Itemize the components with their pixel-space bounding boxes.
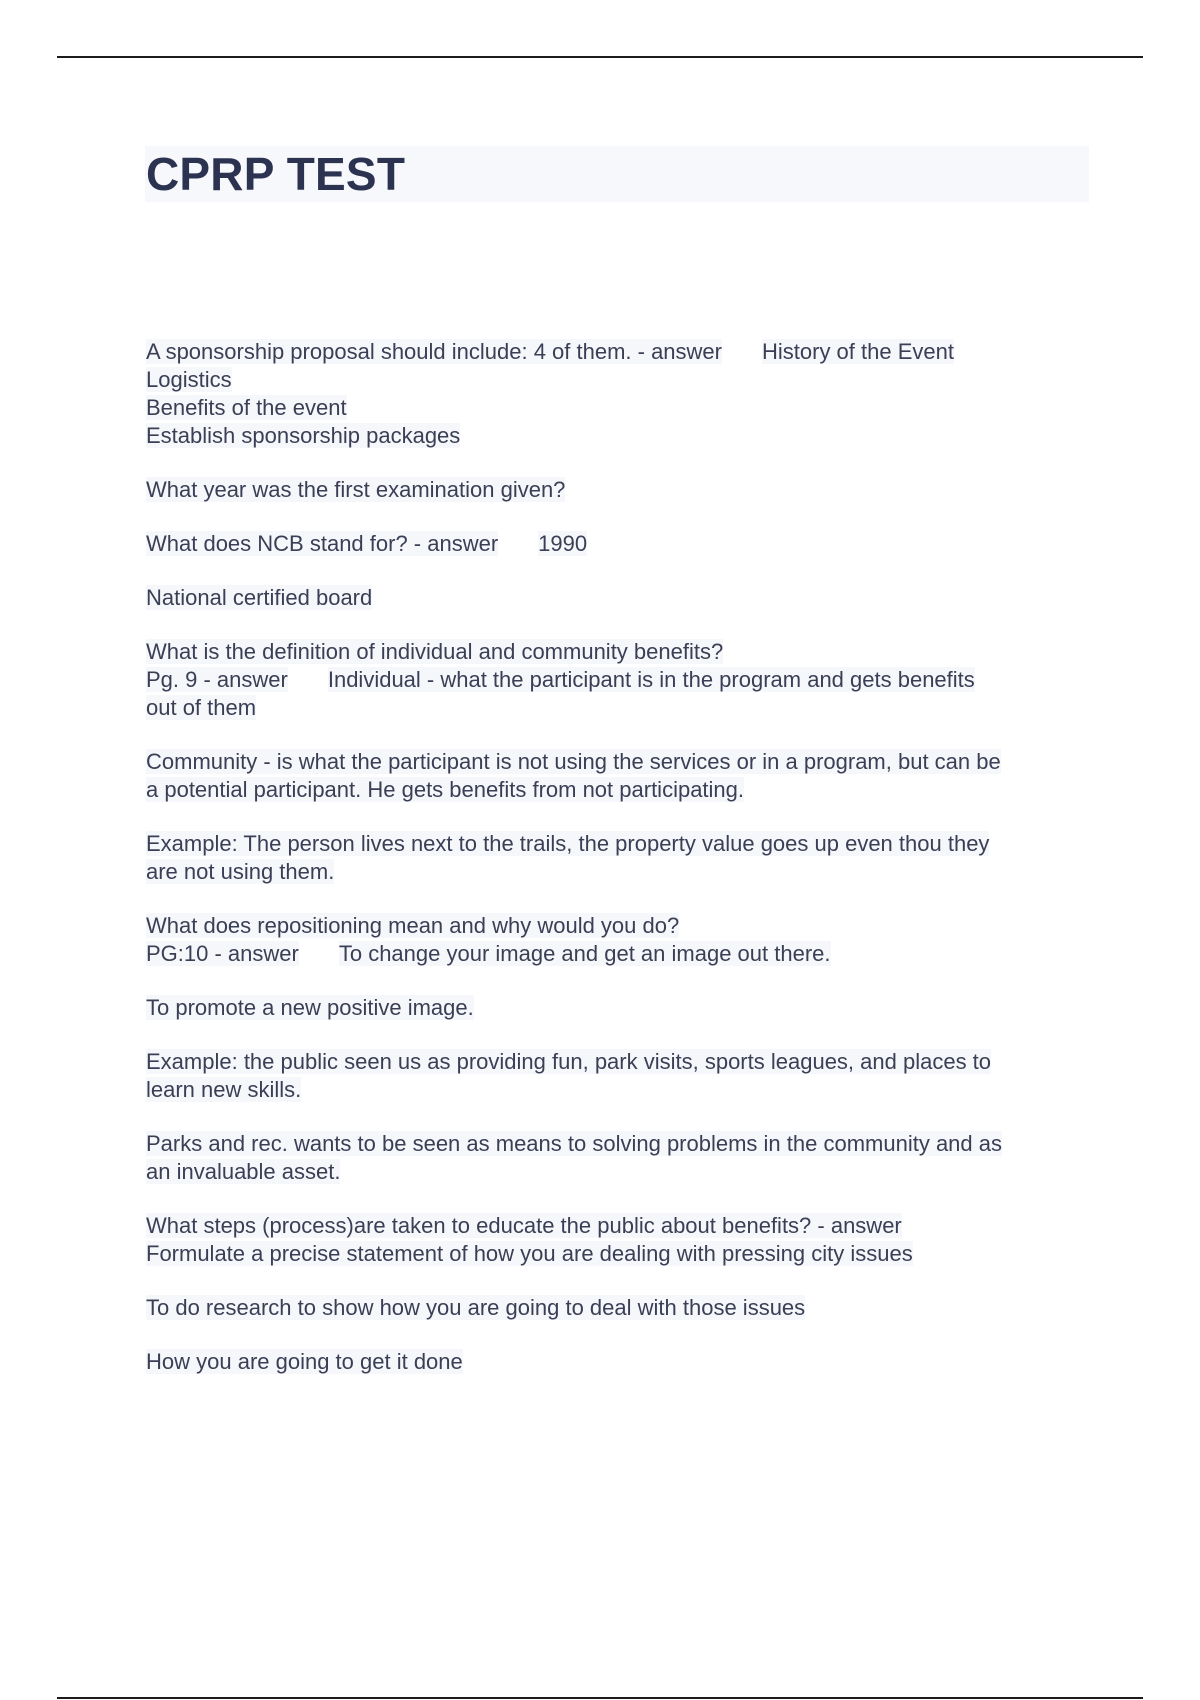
text-line: [146, 1294, 1094, 1322]
text-line: [146, 1240, 1094, 1268]
body-text: Parks and rec. wants to be seen as means to solving problems in the community and as: [146, 1131, 1002, 1156]
body-text: a potential participant. He gets benefits from not participating.: [146, 777, 745, 802]
question-text: Pg. 9 - answer: [146, 667, 288, 692]
body-text: Example: the public seen us as providing fun, park visits, sports leagues, and places to: [146, 1049, 992, 1074]
question-text: A sponsorship proposal should include: 4 of them. - answer: [146, 339, 722, 364]
text-line: [146, 1348, 1094, 1376]
body-text: Establish sponsorship packages: [146, 423, 461, 448]
document-title: CPRP TEST: [146, 148, 406, 200]
body-text: Example: The person lives next to the trails, the property value goes up even thou they: [146, 831, 990, 856]
text-line: [146, 666, 1094, 694]
body-text: What steps (process)are taken to educate the public about benefits? - answer: [146, 1213, 902, 1238]
text-line: [146, 994, 1094, 1022]
question-text: What does NCB stand for? - answer: [146, 531, 499, 556]
text-line: [146, 366, 1094, 394]
qa-block: [146, 994, 1094, 1022]
body-text: How you are going to get it done: [146, 1349, 463, 1374]
qa-block: [146, 1048, 1094, 1104]
answer-text: History of the Event: [762, 339, 954, 364]
text-line: [146, 830, 1094, 858]
text-line: [146, 638, 1094, 666]
bottom-rule: [57, 1697, 1143, 1699]
answer-text: 1990: [538, 531, 588, 556]
text-line: [146, 1048, 1094, 1076]
text-line: [146, 584, 1094, 612]
body-text: learn new skills.: [146, 1077, 302, 1102]
qa-block: [146, 748, 1094, 804]
qa-block: [146, 1348, 1094, 1376]
text-line: [146, 748, 1094, 776]
text-line: [146, 530, 1094, 558]
qa-block: [146, 530, 1094, 558]
body-text: Logistics: [146, 367, 232, 392]
question-text: PG:10 - answer: [146, 941, 299, 966]
qa-block: [146, 338, 1094, 450]
qa-block: [146, 830, 1094, 886]
text-line: [146, 858, 1094, 886]
qa-block: [146, 638, 1094, 722]
text-line: [146, 338, 1094, 366]
answer-text: Individual - what the participant is in the program and gets benefits: [327, 667, 975, 692]
text-line: [146, 422, 1094, 450]
body-text: To do research to show how you are going to deal with those issues: [146, 1295, 806, 1320]
qa-block: [146, 912, 1094, 968]
document-body: [146, 338, 1094, 1402]
body-text: What year was the first examination given?: [146, 477, 566, 502]
top-rule: [57, 56, 1143, 58]
qa-block: [146, 1212, 1094, 1268]
body-text: out of them: [146, 695, 257, 720]
qa-block: [146, 1294, 1094, 1322]
text-line: [146, 912, 1094, 940]
text-line: [146, 476, 1094, 504]
text-line: [146, 1158, 1094, 1186]
body-text: What is the definition of individual and community benefits?: [146, 639, 724, 664]
body-text: Community - is what the participant is not using the services or in a program, but can be: [146, 749, 1001, 774]
text-line: [146, 776, 1094, 804]
body-text: an invaluable asset.: [146, 1159, 341, 1184]
text-line: [146, 940, 1094, 968]
body-text: are not using them.: [146, 859, 335, 884]
text-line: [146, 1212, 1094, 1240]
text-line: [146, 694, 1094, 722]
body-text: Benefits of the event: [146, 395, 347, 420]
text-line: [146, 1130, 1094, 1158]
qa-block: [146, 476, 1094, 504]
text-line: [146, 394, 1094, 422]
qa-block: [146, 584, 1094, 612]
body-text: To promote a new positive image.: [146, 995, 474, 1020]
body-text: Formulate a precise statement of how you are dealing with pressing city issues: [146, 1241, 913, 1266]
answer-text: To change your image and get an image out there.: [338, 941, 831, 966]
qa-block: [146, 1130, 1094, 1186]
text-line: [146, 1076, 1094, 1104]
body-text: National certified board: [146, 585, 373, 610]
body-text: What does repositioning mean and why would you do?: [146, 913, 680, 938]
